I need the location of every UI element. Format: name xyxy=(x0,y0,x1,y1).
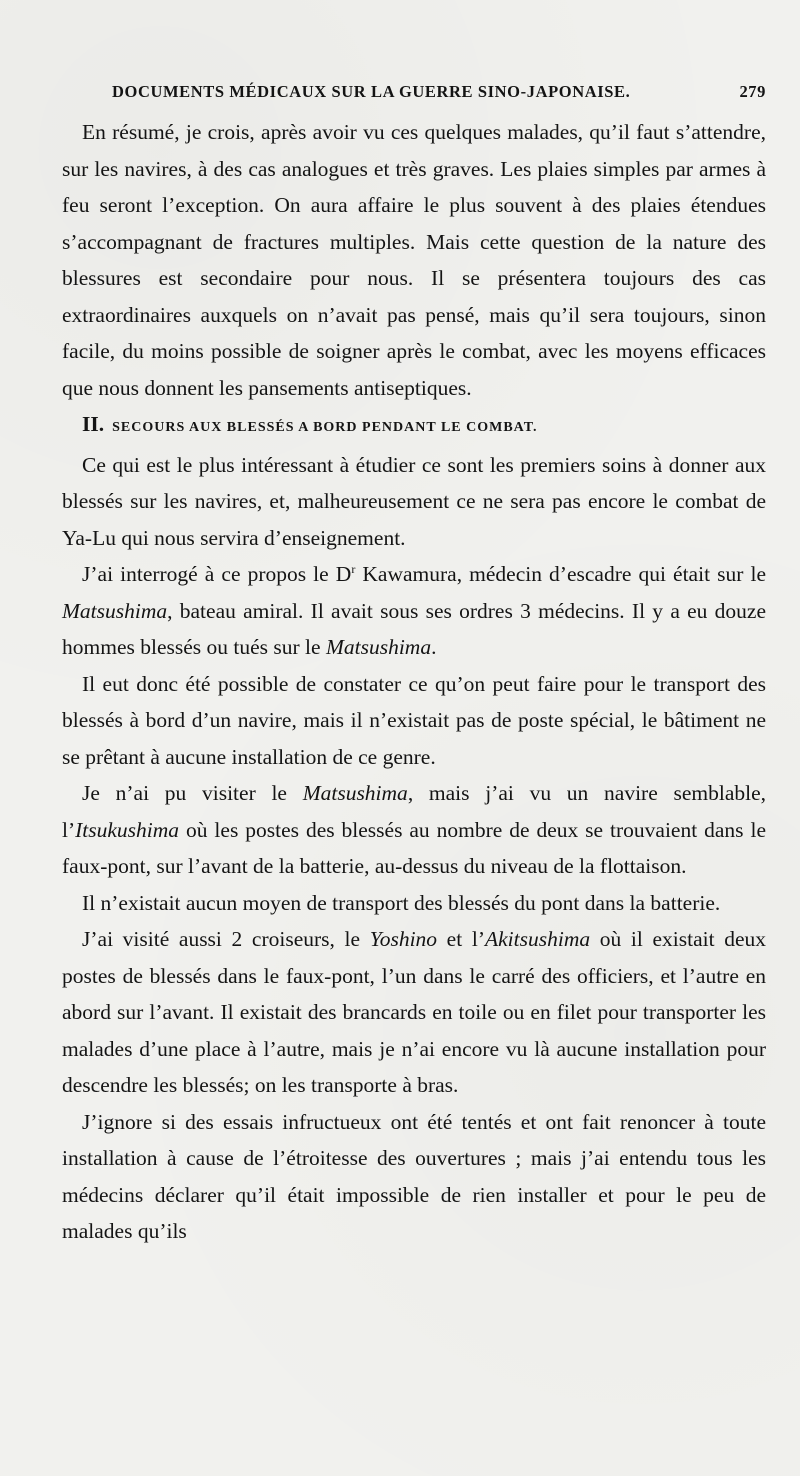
section-title: SECOURS AUX BLESSÉS A BORD PENDANT LE COMBAT. xyxy=(112,420,538,435)
paragraph-first-aid: Ce qui est le plus intéressant à étudier ce sont les premiers soins à donner aux blessés sur les navires, et, malheureusement ce ne sera pas encore le combat de Ya-Lu qui nous servira d’enseignement. xyxy=(62,452,766,550)
superscript: r xyxy=(351,561,356,576)
text-run: Kawamura, médecin d’escadre qui était sur le xyxy=(355,562,766,586)
paragraph-transport: Il eut donc été possible de constater ce qu’on peut faire pour le transport des blessés à bord d’un navire, mais il n’existait pas de poste spécial, le bâtiment ne se prêtant à aucune installation de ce genre. xyxy=(62,671,766,769)
ship-name: Matsushima xyxy=(325,635,432,659)
text-run: . xyxy=(431,635,437,659)
ship-name: Matsushima xyxy=(302,781,408,805)
paragraph-no-transport: Il n’existait aucun moyen de transport des blessés du pont dans la batterie. xyxy=(82,890,721,915)
ship-name: Matsushima xyxy=(62,598,168,623)
ship-name: Yoshino xyxy=(369,927,438,951)
text-run: où les postes des blessés au nombre de deux se trouvaient dans le faux-pont, sur l’avant de la batterie, au-dessus du niveau de la flottaison. xyxy=(62,817,766,878)
text-run: J’ai visité aussi 2 croiseurs, le xyxy=(82,927,370,951)
text-run: , bateau amiral. Il avait sous ses ordres 3 médecins. Il y a eu douze hommes blessés ou tués sur le xyxy=(62,598,766,659)
paragraph-summary: En résumé, je crois, après avoir vu ces quelques malades, qu’il faut s’attendre, sur les navires, à des cas analogues et très graves. Les plaies simples par armes à feu seront l’exception. On aura affaire le plus souvent à des plaies étendues s’accompagnant de fractures multiples. Mais cette question de la nature des blessures est secondaire pour nous. Il se présentera toujours des cas extraordinaires auxquels on n’avait pas pensé, mais qu’il sera toujours, sinon facile, du moins possible de soigner après le combat, avec les moyens efficaces que nous donnent les pansements antiseptiques. xyxy=(62,120,766,400)
section-heading xyxy=(62,406,766,447)
body-text xyxy=(62,114,766,1250)
text-run: et l’ xyxy=(437,927,485,951)
running-head xyxy=(112,82,766,112)
ship-name: Itsukushima xyxy=(75,817,180,842)
text-run: , mais j’ai vu un navire semblable, l’ xyxy=(62,781,767,842)
page-number: 279 xyxy=(739,82,766,101)
text-run: où il existait deux postes de blessés dans le faux-pont, l’un dans le carré des officiers, et l’autre en abord sur l’avant. Il existait des brancards en toile ou en filet pour transporter les malades d’une place à l’autre, mais je n’ai encore vu là aucune installation pour descendre les blessés; on les transporte à bras. xyxy=(62,927,766,1097)
paragraph-kawamura xyxy=(62,556,766,666)
text-run: Je n’ai pu visiter le xyxy=(82,781,303,805)
paragraph-cruisers xyxy=(62,921,766,1104)
paragraph-itsukushima xyxy=(62,775,766,885)
ship-name: Akitsushima xyxy=(484,927,591,951)
running-title: DOCUMENTS MÉDICAUX SUR LA GUERRE SINO-JAPONAISE. xyxy=(112,82,631,101)
text-run: J’ai interrogé à ce propos le D xyxy=(82,562,352,586)
section-number: II. xyxy=(82,412,105,436)
paragraph-final: J’ignore si des essais infructueux ont été tentés et ont fait renoncer à toute installation à cause de l’étroitesse des ouvertures ; mais j’ai entendu tous les médecins déclarer qu’il était impossible de rien installer et pour le peu de malades qu’ils xyxy=(62,1109,766,1243)
